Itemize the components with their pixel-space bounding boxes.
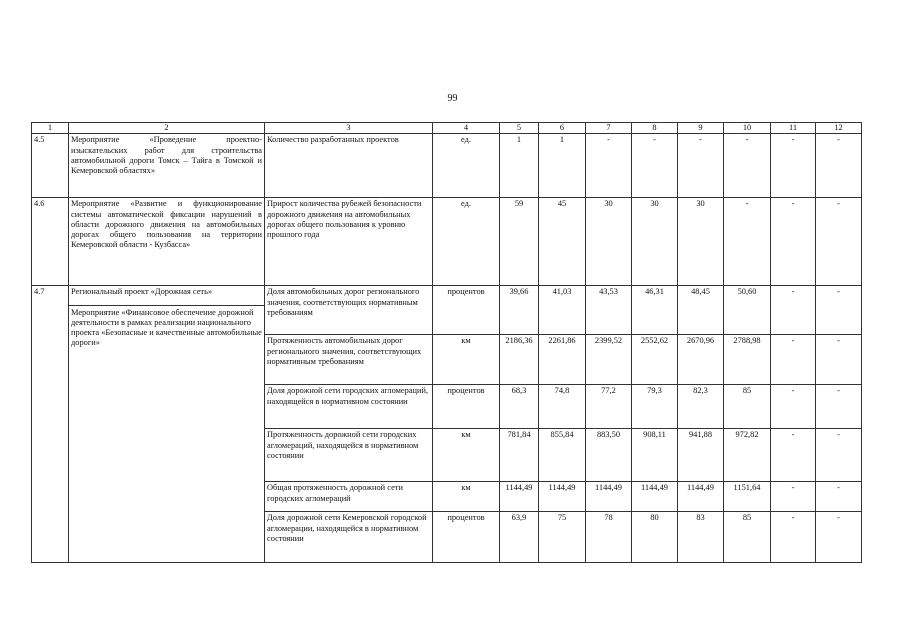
unit: км <box>433 429 500 482</box>
value-cell: - <box>724 134 771 198</box>
header-cell: 9 <box>678 123 724 134</box>
value-cell: - <box>771 385 816 429</box>
header-cell: 1 <box>32 123 69 134</box>
value-cell: 2186,36 <box>500 335 539 385</box>
table-row <box>32 286 862 335</box>
value-cell: - <box>771 286 816 335</box>
header-cell: 5 <box>500 123 539 134</box>
value-cell: - <box>724 198 771 286</box>
value-cell: 30 <box>678 198 724 286</box>
indicators-table <box>31 122 862 563</box>
value-cell: - <box>771 482 816 512</box>
value-cell: 83 <box>678 512 724 563</box>
value-cell: - <box>771 198 816 286</box>
header-cell: 2 <box>69 123 265 134</box>
value-cell: - <box>816 482 862 512</box>
value-cell: 85 <box>724 385 771 429</box>
unit: км <box>433 335 500 385</box>
header-cell: 12 <box>816 123 862 134</box>
value-cell: 1144,49 <box>678 482 724 512</box>
unit: км <box>433 482 500 512</box>
value-cell: 2399,52 <box>586 335 632 385</box>
header-cell: 6 <box>539 123 586 134</box>
value-cell: 43,53 <box>586 286 632 335</box>
value-cell: 30 <box>632 198 678 286</box>
value-cell: 80 <box>632 512 678 563</box>
value-cell: 1 <box>500 134 539 198</box>
value-cell: - <box>586 134 632 198</box>
event-name: Мероприятие «Развитие и функционирование системы автоматической фиксации нарушений в области дорожного движения на автомобильных дорогах общего пользования на территории Кемеровской области - Кузбасса» <box>69 198 265 286</box>
unit: процентов <box>433 286 500 335</box>
header-cell: 10 <box>724 123 771 134</box>
unit: процентов <box>433 512 500 563</box>
value-cell: 1 <box>539 134 586 198</box>
event-name: Мероприятие «Проведение проектно-изыскательских работ для строительства автомобильной дороги Томск – Тайга в Томской и Кемеровской областях» <box>69 134 265 198</box>
value-cell: - <box>816 335 862 385</box>
value-cell: 77,2 <box>586 385 632 429</box>
unit: ед. <box>433 134 500 198</box>
value-cell: 941,88 <box>678 429 724 482</box>
value-cell: - <box>816 198 862 286</box>
value-cell: 30 <box>586 198 632 286</box>
page-number: 99 <box>447 93 458 104</box>
row-number: 4.7 <box>32 286 69 563</box>
value-cell: 2788,98 <box>724 335 771 385</box>
value-cell: 39,66 <box>500 286 539 335</box>
value-cell: 2670,96 <box>678 335 724 385</box>
value-cell: - <box>816 385 862 429</box>
indicator-name: Доля дорожной сети городских агломераций, находящейся в нормативном состоянии <box>265 385 433 429</box>
value-cell: 74,8 <box>539 385 586 429</box>
value-cell: 78 <box>586 512 632 563</box>
value-cell: - <box>816 286 862 335</box>
header-row <box>32 123 862 134</box>
value-cell: - <box>816 134 862 198</box>
value-cell: 50,60 <box>724 286 771 335</box>
row-number: 4.5 <box>32 134 69 198</box>
indicator-name: Протяженность автомобильных дорог регионального значения, соответствующих нормативным требованиям <box>265 335 433 385</box>
value-cell: 82,3 <box>678 385 724 429</box>
value-cell: - <box>771 134 816 198</box>
value-cell: 48,45 <box>678 286 724 335</box>
indicator-name: Доля дорожной сети Кемеровской городской агломерации, находящейся в нормативном состоянии <box>265 512 433 563</box>
indicator-name: Общая протяженность дорожной сети городских агломераций <box>265 482 433 512</box>
value-cell: 75 <box>539 512 586 563</box>
value-cell: 1144,49 <box>500 482 539 512</box>
table-row <box>32 198 862 286</box>
table-row <box>32 134 862 198</box>
value-cell: 68,3 <box>500 385 539 429</box>
value-cell: - <box>632 134 678 198</box>
value-cell: 46,31 <box>632 286 678 335</box>
value-cell: 1144,49 <box>586 482 632 512</box>
value-cell: 908,11 <box>632 429 678 482</box>
header-cell: 4 <box>433 123 500 134</box>
event-name: Мероприятие «Финансовое обеспечение дорожной деятельности в рамках реализации национального проекта «Безопасные и качественные автомобильные дороги» <box>69 305 264 349</box>
indicator-name: Прирост количества рубежей безопасности дорожного движения на автомобильных дорогах общего пользования к уровню прошлого года <box>265 198 433 286</box>
header-cell: 11 <box>771 123 816 134</box>
header-cell: 3 <box>265 123 433 134</box>
value-cell: - <box>816 429 862 482</box>
value-cell: 45 <box>539 198 586 286</box>
value-cell: 972,82 <box>724 429 771 482</box>
project-cell <box>69 286 265 563</box>
indicator-name: Доля автомобильных дорог регионального значения, соответствующих нормативным требованиям <box>265 286 433 335</box>
value-cell: 41,03 <box>539 286 586 335</box>
unit: процентов <box>433 385 500 429</box>
value-cell: 59 <box>500 198 539 286</box>
project-name: Региональный проект «Дорожная сеть» <box>71 287 213 297</box>
indicator-name: Протяженность дорожной сети городских агломераций, находящейся в нормативном состоянии <box>265 429 433 482</box>
value-cell: 1151,64 <box>724 482 771 512</box>
value-cell: - <box>771 335 816 385</box>
value-cell: 855,84 <box>539 429 586 482</box>
value-cell: 883,50 <box>586 429 632 482</box>
value-cell: 1144,49 <box>539 482 586 512</box>
value-cell: - <box>771 512 816 563</box>
header-cell: 8 <box>632 123 678 134</box>
value-cell: 1144,49 <box>632 482 678 512</box>
value-cell: 2261,86 <box>539 335 586 385</box>
indicator-name: Количество разработанных проектов <box>265 134 433 198</box>
row-number: 4.6 <box>32 198 69 286</box>
value-cell: 2552,62 <box>632 335 678 385</box>
value-cell: - <box>816 512 862 563</box>
header-cell: 7 <box>586 123 632 134</box>
unit: ед. <box>433 198 500 286</box>
value-cell: - <box>678 134 724 198</box>
value-cell: 781,84 <box>500 429 539 482</box>
value-cell: 85 <box>724 512 771 563</box>
value-cell: 79,3 <box>632 385 678 429</box>
value-cell: 63,9 <box>500 512 539 563</box>
value-cell: - <box>771 429 816 482</box>
